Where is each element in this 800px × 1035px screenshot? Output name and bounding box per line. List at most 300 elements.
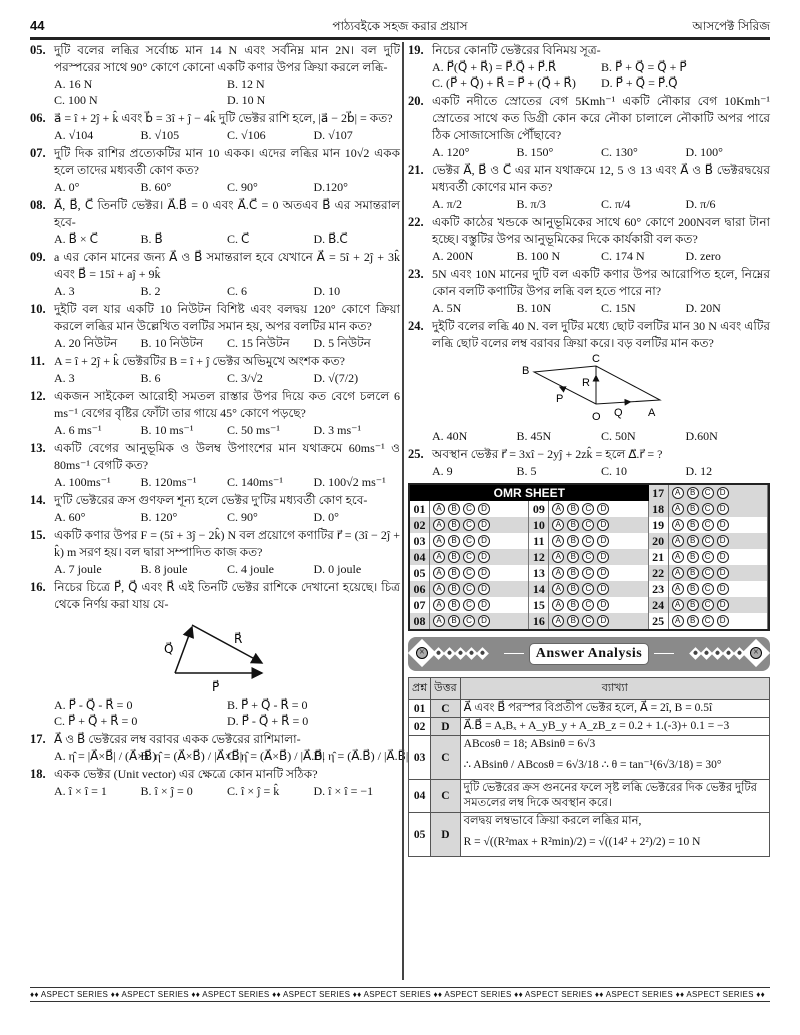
omr-bubble-b[interactable]: B — [687, 615, 699, 627]
omr-bubble-a[interactable]: A — [433, 567, 445, 579]
omr-bubble-c[interactable]: C — [463, 535, 475, 547]
omr-bubble-c[interactable]: C — [582, 551, 594, 563]
omr-bubble-c[interactable]: C — [702, 551, 714, 563]
explanation-line: R = √((R²max + R²min)/2) = √((14² + 2²)/2) = 10 N — [463, 836, 701, 848]
omr-bubble-d[interactable]: D — [597, 567, 609, 579]
omr-bubble-a[interactable]: A — [672, 567, 684, 579]
omr-row — [529, 581, 648, 597]
omr-bubble-c[interactable]: C — [702, 615, 714, 627]
omr-bubble-c[interactable]: C — [463, 583, 475, 595]
option-b: B. î × ĵ = 0 — [140, 784, 193, 798]
question-text: দুটি বলের লব্ধির সর্বোচ্চ মান 14 N এবং সর্বনিম্ন মান 2N। বল দুটি পরস্পরের সাথে 90° কোণে কোনো একটি কণার উপর ক্রিয়া করলে লব্ধি- — [54, 43, 400, 74]
option-d: D. 0° — [313, 510, 339, 524]
option-c: C. 4 joule — [227, 562, 274, 576]
omr-row — [410, 565, 529, 581]
omr-bubble-d[interactable]: D — [717, 615, 729, 627]
omr-bubble-a[interactable]: A — [552, 519, 564, 531]
omr-bubble-b[interactable]: B — [687, 487, 699, 499]
option-c: C. î × ĵ = k̂ — [227, 784, 280, 798]
option-c: C. √106 — [227, 128, 266, 142]
omr-bubble-c[interactable]: C — [702, 503, 714, 515]
option-c: C. 100 N — [54, 93, 98, 107]
omr-row — [410, 613, 529, 629]
row-question-number: 04 — [409, 780, 431, 813]
omr-bubble-d[interactable]: D — [478, 551, 490, 563]
omr-bubble-d[interactable]: D — [717, 599, 729, 611]
options-list — [30, 335, 400, 351]
option-a: A. 0° — [54, 180, 80, 194]
omr-sheet — [408, 483, 770, 631]
explanation-line: ABcosθ = 18; ABsinθ = 6√3 — [463, 738, 596, 750]
omr-question-number: 04 — [410, 549, 430, 565]
omr-bubble-b[interactable]: B — [448, 535, 460, 547]
omr-question-number: 18 — [649, 501, 669, 517]
omr-bubble-a[interactable]: A — [672, 503, 684, 515]
omr-bubble-c[interactable]: C — [582, 535, 594, 547]
question-text: একটি বেগের আনুভূমিক ও উলম্ব উপাংশের মান যথাক্রমে 60ms⁻¹ ও 80ms⁻¹ বেগটি কত? — [54, 441, 400, 472]
question-15 — [30, 527, 400, 577]
option-a: A. 120° — [432, 145, 470, 159]
omr-bubble-a[interactable]: A — [672, 599, 684, 611]
question-number: 20. — [408, 94, 424, 108]
omr-bubble-d[interactable]: D — [597, 551, 609, 563]
options-list — [30, 783, 400, 799]
question-number: 13. — [30, 441, 46, 455]
omr-bubble-a[interactable]: A — [552, 615, 564, 627]
option-d: D. 100√2 ms⁻¹ — [313, 475, 386, 489]
options-list — [30, 76, 400, 108]
question-09 — [30, 249, 400, 299]
omr-title: OMR SHEET — [410, 485, 649, 501]
option-d: D. P⃗ + Q⃗ = P⃗.Q⃗ — [601, 76, 678, 90]
omr-bubble-a[interactable]: A — [672, 583, 684, 595]
row-answer: C — [431, 736, 461, 780]
omr-bubble-a[interactable]: A — [672, 535, 684, 547]
answer-analysis-table — [408, 677, 770, 857]
omr-row — [529, 565, 648, 581]
option-b: B. 10 নিউটন — [140, 336, 204, 350]
omr-grid — [410, 485, 768, 629]
omr-bubble-b[interactable]: B — [567, 551, 579, 563]
banner-line — [654, 653, 674, 654]
question-text: দুইটি বল যার একটি 10 নিউটন বিশিষ্ট এবং বলদ্বয় 120° কোণে ক্রিয়া করলে লব্ধির মান উল্লেখিত বলটির সমান হয়, অপর বলটির মান কত? — [54, 302, 400, 333]
options-list — [30, 697, 400, 729]
option-d: D. η̂ = (A⃗.B⃗) / |A⃗.B⃗| — [313, 749, 409, 763]
question-number: 22. — [408, 215, 424, 229]
option-b: B. 6 — [140, 371, 161, 385]
question-18 — [30, 766, 400, 799]
option-c: C. 6 — [227, 284, 248, 298]
omr-bubble-b[interactable]: B — [567, 599, 579, 611]
option-c: C. 15N — [601, 301, 636, 315]
question-20 — [408, 93, 770, 160]
omr-bubble-c[interactable]: C — [702, 583, 714, 595]
table-row — [409, 780, 770, 813]
omr-bubble-c[interactable]: C — [582, 503, 594, 515]
option-b: B. 150° — [516, 145, 554, 159]
option-c: C. 174 N — [601, 249, 645, 263]
option-b: B. 10N — [516, 301, 552, 315]
omr-bubble-b[interactable]: B — [687, 583, 699, 595]
omr-bubble-c[interactable]: C — [702, 599, 714, 611]
question-text: a এর কোন মানের জন্য A⃗ ও B⃗ সমান্তরাল হবে যেখানে A⃗ = 5î + 2ĵ + 3k̂ এবং B⃗ = 15î + aĵ + 9k̂ — [54, 250, 400, 281]
omr-bubble-a[interactable]: A — [552, 583, 564, 595]
option-c: C. 130° — [601, 145, 638, 159]
omr-row — [529, 613, 648, 629]
question-11 — [30, 353, 400, 386]
omr-question-number: 13 — [529, 565, 549, 581]
option-d: D. 3 ms⁻¹ — [313, 423, 362, 437]
question-08 — [30, 197, 400, 247]
question-number: 06. — [30, 111, 46, 125]
option-d: D. P⃗ - Q⃗ + R⃗ = 0 — [227, 714, 309, 728]
omr-row — [410, 597, 529, 613]
omr-bubble-a[interactable]: A — [672, 551, 684, 563]
label-b: B — [522, 365, 530, 377]
row-answer: C — [431, 700, 461, 718]
question-text: অবস্থান ভেক্টর r⃗ = 3xî − 2yĵ + 2zk̂ = হলে ∆⃗.r⃗ = ? — [432, 447, 663, 461]
question-13 — [30, 440, 400, 490]
banner-line — [504, 653, 524, 654]
question-24 — [408, 318, 770, 444]
row-explanation — [460, 718, 769, 736]
question-text: ভেক্টর A⃗, B⃗ ও C⃗ এর মান যথাক্রমে 12, 5 ও 13 এবং A⃗ ও B⃗ ভেক্টরদ্বয়ের মধ্যবর্তী কোণের মান কত? — [432, 163, 770, 194]
omr-bubble-b[interactable]: B — [448, 615, 460, 627]
option-d: D. î × î = −1 — [313, 784, 374, 798]
option-a: A. 5N — [432, 301, 462, 315]
omr-bubble-b[interactable]: B — [687, 503, 699, 515]
row-explanation — [460, 780, 769, 813]
option-c: C. 50N — [601, 429, 636, 443]
omr-bubble-a[interactable]: A — [433, 519, 445, 531]
book-tagline: পাঠ্যবইকে সহজ করার প্রয়াস — [332, 19, 468, 33]
omr-bubble-d[interactable]: D — [478, 599, 490, 611]
omr-bubble-d[interactable]: D — [717, 551, 729, 563]
omr-question-number: 24 — [649, 597, 669, 613]
omr-row — [649, 597, 768, 613]
option-a: A. π/2 — [432, 197, 463, 211]
row-question-number: 02 — [409, 718, 431, 736]
label-r: R⃗ — [234, 632, 243, 646]
question-text: একটি নদীতে স্রোতের বেগ 5Kmh⁻¹ একটি নৌকার বেগ 10Kmh⁻¹ স্রোতের সাথে কত ডিগ্রী কোন করে নৌকা চালালে নৌকাটি অপর পারে ঠিক সোজাসোজি পৌঁছাবে? — [432, 94, 770, 142]
explanation-line: A⃗ এবং B⃗ পরস্পর বিপ্রতীপ ভেক্টর হলে, A⃗ = 2î, B = 0.5î — [463, 702, 713, 714]
omr-bubble-c[interactable]: C — [582, 519, 594, 531]
option-c: C. 50 ms⁻¹ — [227, 423, 280, 437]
omr-bubble-c[interactable]: C — [582, 599, 594, 611]
option-d: D.120° — [313, 180, 348, 194]
question-number: 05. — [30, 43, 46, 57]
omr-question-number: 06 — [410, 581, 430, 597]
omr-bubble-d[interactable]: D — [717, 535, 729, 547]
label-p: P — [556, 393, 564, 405]
label-o: O — [592, 411, 601, 423]
option-c: C. 90° — [227, 180, 258, 194]
option-a: A. η̂ = |A⃗×B⃗| / (A⃗×B⃗) — [54, 749, 157, 763]
diamond-dot-icon — [689, 647, 702, 660]
omr-bubble-b[interactable]: B — [567, 583, 579, 595]
omr-bubble-b[interactable]: B — [567, 615, 579, 627]
options-list — [30, 474, 400, 490]
options-list — [408, 59, 770, 91]
omr-bubble-c[interactable]: C — [702, 487, 714, 499]
omr-bubble-b[interactable]: B — [448, 599, 460, 611]
option-c: C. 3/√2 — [227, 371, 263, 385]
question-text: একটি কাঠের খন্ডকে আনুভূমিকের সাথে 60° কোণে 200Nবল দ্বারা টানা হচ্ছে। বস্তুটির উপর আনুভূমিকের দিকে কার্যকারী বল কত? — [432, 215, 770, 246]
omr-bubble-a[interactable]: A — [552, 599, 564, 611]
omr-bubble-c[interactable]: C — [463, 519, 475, 531]
options-list — [30, 179, 400, 195]
row-answer: D — [431, 718, 461, 736]
option-b: B. 12 N — [227, 77, 265, 91]
question-number: 23. — [408, 267, 424, 281]
right-questions — [408, 42, 770, 479]
omr-bubble-d[interactable]: D — [478, 503, 490, 515]
omr-row — [529, 533, 648, 549]
omr-bubble-c[interactable]: C — [582, 583, 594, 595]
table-row — [409, 718, 770, 736]
omr-bubble-b[interactable]: B — [687, 551, 699, 563]
omr-bubble-a[interactable]: A — [552, 535, 564, 547]
omr-bubble-b[interactable]: B — [687, 519, 699, 531]
option-a: A. B⃗ × C⃗ — [54, 232, 99, 246]
options-list — [30, 561, 400, 577]
question-number: 07. — [30, 146, 46, 160]
option-a: A. î × î = 1 — [54, 784, 107, 798]
question-text: দুটি দিক রাশির প্রত্যেকটির মান 10 একক। এদের লব্ধির মান 10√2 একক হলে তাদের মধ্যবর্তী কোণ কত? — [54, 146, 400, 177]
question-number: 25. — [408, 447, 424, 461]
question-text: একটি কণার উপর F = (5î + 3ĵ − 2k̂) N বল প্রয়োগে কণাটির r⃗ = (3î − 2ĵ + k̂) m সরণ হয়। বল দ্বারা সম্পাদিত কাজ কত? — [54, 528, 400, 559]
option-a: A. 3 — [54, 284, 75, 298]
options-list — [408, 196, 770, 212]
omr-row — [649, 565, 768, 581]
option-c: C. 140ms⁻¹ — [227, 475, 283, 489]
omr-question-number: 05 — [410, 565, 430, 581]
omr-bubble-d[interactable]: D — [478, 519, 490, 531]
omr-bubble-c[interactable]: C — [463, 599, 475, 611]
omr-bubble-c[interactable]: C — [463, 567, 475, 579]
omr-bubble-d[interactable]: D — [717, 567, 729, 579]
omr-row — [529, 549, 648, 565]
question-text: A⃗ ও B⃗ ভেক্টরের লম্ব বরাবর একক ভেক্টরের রাশিমালা- — [54, 732, 301, 746]
omr-bubble-d[interactable]: D — [597, 583, 609, 595]
omr-bubble-a[interactable]: A — [433, 535, 445, 547]
omr-bubble-b[interactable]: B — [567, 503, 579, 515]
option-d: D. 10 N — [227, 93, 266, 107]
omr-question-number: 03 — [410, 533, 430, 549]
vector-triangle-figure — [150, 615, 280, 695]
option-a: A. 200N — [432, 249, 474, 263]
option-b: B. 60° — [140, 180, 172, 194]
label-p: P⃗ — [212, 680, 220, 694]
omr-question-number: 09 — [529, 501, 549, 517]
question-text: নিচের চিত্রে P⃗, Q⃗ এবং R⃗ এই তিনটি ভেক্টর রাশিকে দেখানো হয়েছে। চিত্র থেকে নির্ণয় করা যায় যে- — [54, 580, 400, 611]
omr-bubble-a[interactable]: A — [672, 615, 684, 627]
question-22 — [408, 214, 770, 264]
omr-bubble-a[interactable]: A — [672, 487, 684, 499]
omr-bubble-a[interactable]: A — [552, 551, 564, 563]
question-number: 08. — [30, 198, 46, 212]
question-number: 09. — [30, 250, 46, 264]
option-b: B. π/3 — [516, 197, 546, 211]
question-number: 19. — [408, 43, 424, 57]
omr-row — [410, 501, 529, 517]
omr-bubble-b[interactable]: B — [448, 583, 460, 595]
omr-bubble-c[interactable]: C — [463, 615, 475, 627]
option-c: C. P⃗ + Q⃗ + R⃗ = 0 — [54, 714, 138, 728]
omr-question-number: 23 — [649, 581, 669, 597]
omr-bubble-d[interactable]: D — [478, 567, 490, 579]
omr-bubble-b[interactable]: B — [687, 599, 699, 611]
cross-circle-icon: × — [742, 639, 770, 667]
option-a: A. P⃗(Q⃗ + R⃗) = P⃗.Q⃗ + P⃗.R⃗ — [432, 60, 557, 74]
row-answer: D — [431, 813, 461, 857]
option-b: B. 45N — [516, 429, 552, 443]
omr-bubble-b[interactable]: B — [567, 519, 579, 531]
option-a: A. 40N — [432, 429, 468, 443]
omr-row — [529, 517, 648, 533]
left-column — [30, 42, 409, 801]
omr-question-number: 20 — [649, 533, 669, 549]
omr-row — [529, 597, 648, 613]
option-d: D. 100° — [685, 145, 723, 159]
omr-question-number: 12 — [529, 549, 549, 565]
omr-row — [649, 549, 768, 565]
option-b: B. 100 N — [516, 249, 561, 263]
omr-bubble-d[interactable]: D — [717, 487, 729, 499]
omr-row — [529, 501, 648, 517]
question-06 — [30, 110, 400, 143]
omr-bubble-b[interactable]: B — [448, 551, 460, 563]
col-answer: উত্তর — [431, 678, 461, 700]
omr-bubble-b[interactable]: B — [567, 535, 579, 547]
option-d: D. zero — [685, 249, 721, 263]
omr-bubble-a[interactable]: A — [433, 599, 445, 611]
question-21 — [408, 162, 770, 212]
omr-bubble-c[interactable]: C — [463, 503, 475, 515]
omr-bubble-a[interactable]: A — [552, 567, 564, 579]
banner-left-ornament — [412, 643, 487, 663]
question-14 — [30, 492, 400, 525]
omr-bubble-a[interactable]: A — [433, 583, 445, 595]
omr-bubble-d[interactable]: D — [597, 535, 609, 547]
question-number: 18. — [30, 767, 46, 781]
omr-bubble-d[interactable]: D — [478, 615, 490, 627]
omr-question-number: 08 — [410, 613, 430, 629]
option-d: D. 10 — [313, 284, 341, 298]
omr-bubble-d[interactable]: D — [717, 583, 729, 595]
cross-circle-icon: × — [408, 639, 436, 667]
question-number: 21. — [408, 163, 424, 177]
option-b: B. 10 ms⁻¹ — [140, 423, 194, 437]
option-d: D. 12 — [685, 464, 713, 478]
omr-question-number: 11 — [529, 533, 549, 549]
question-17 — [30, 731, 409, 764]
omr-bubble-d[interactable]: D — [478, 583, 490, 595]
label-a: A — [648, 407, 656, 419]
col-question: প্রশ্ন — [409, 678, 431, 700]
omr-bubble-b[interactable]: B — [687, 567, 699, 579]
omr-row — [649, 581, 768, 597]
options-list — [408, 463, 770, 479]
omr-bubble-d[interactable]: D — [717, 503, 729, 515]
omr-bubble-d[interactable]: D — [597, 615, 609, 627]
omr-bubble-b[interactable]: B — [448, 503, 460, 515]
question-number: 10. — [30, 302, 46, 316]
label-r: R — [582, 377, 590, 389]
option-b: B. 120° — [140, 510, 178, 524]
question-text: A⃗, B⃗, C⃗ তিনটি ভেক্টর। A⃗.B⃗ = 0 এবং A⃗.C⃗ = 0 অতএব B⃗ এর সমান্তরাল হবে- — [54, 198, 400, 229]
question-25 — [408, 446, 770, 479]
option-d: D. B⃗.C⃗ — [313, 232, 348, 246]
omr-question-number: 17 — [649, 485, 669, 501]
option-c: C. C⃗ — [227, 232, 250, 246]
option-d: D. 20N — [685, 301, 721, 315]
option-c: C. 15 নিউটন — [227, 336, 290, 350]
question-text: একক ভেক্টর (Unit vector) এর ক্ষেত্রে কোন মানটি সঠিক? — [54, 767, 318, 781]
omr-bubble-d[interactable]: D — [717, 519, 729, 531]
row-answer: C — [431, 780, 461, 813]
question-23 — [408, 266, 770, 316]
omr-bubble-c[interactable]: C — [702, 535, 714, 547]
omr-bubble-d[interactable]: D — [597, 503, 609, 515]
omr-bubble-a[interactable]: A — [433, 503, 445, 515]
question-19 — [408, 42, 770, 91]
option-a: A. 60° — [54, 510, 86, 524]
question-text: 5N এবং 10N মানের দুটি বল একটি কণার উপর আরোপিত হলে, নিম্নের কোন বলটি কণাটির উপর লব্ধি বল হতে পারে না? — [432, 267, 770, 298]
option-b: B. 120ms⁻¹ — [140, 475, 197, 489]
omr-bubble-a[interactable]: A — [433, 615, 445, 627]
explanation-line: দুটি ভেক্টরের ক্রস গুননের ফলে সৃষ্ট লব্ধি ভেক্টরের দিক ভেক্টর দুটির সমতলের লম্ব দিকে অবস্থান করে। — [463, 782, 757, 809]
option-a: A. 7 joule — [54, 562, 102, 576]
explanation-line: ∴ ABsinθ / ABcosθ = 6√3/18 ∴ θ = tan⁻¹(6√3/18) = 30° — [463, 759, 722, 771]
option-b: B. B⃗ — [140, 232, 163, 246]
omr-bubble-d[interactable]: D — [597, 519, 609, 531]
omr-question-number: 01 — [410, 501, 430, 517]
option-a: A. 100ms⁻¹ — [54, 475, 111, 489]
diamond-dot-icon — [476, 647, 489, 660]
omr-row — [410, 581, 529, 597]
omr-bubble-c[interactable]: C — [702, 519, 714, 531]
banner-right-ornament — [691, 643, 766, 663]
options-list — [408, 300, 770, 316]
omr-bubble-c[interactable]: C — [582, 567, 594, 579]
option-d: D. 0 joule — [313, 562, 362, 576]
table-row — [409, 700, 770, 718]
omr-bubble-c[interactable]: C — [702, 567, 714, 579]
omr-bubble-a[interactable]: A — [433, 551, 445, 563]
question-number: 14. — [30, 493, 46, 507]
omr-bubble-a[interactable]: A — [672, 519, 684, 531]
question-10 — [30, 301, 400, 351]
omr-bubble-d[interactable]: D — [597, 599, 609, 611]
omr-bubble-b[interactable]: B — [687, 535, 699, 547]
omr-bubble-d[interactable]: D — [478, 535, 490, 547]
omr-bubble-b[interactable]: B — [448, 567, 460, 579]
option-a: A. 16 N — [54, 77, 93, 91]
omr-bubble-c[interactable]: C — [582, 615, 594, 627]
question-05 — [30, 42, 400, 108]
question-text: A = î + 2ĵ + k̂ ভেক্টরটির B = î + ĵ ভেক্টর অভিমুখে অংশক কত? — [54, 354, 345, 368]
row-explanation — [460, 700, 769, 718]
question-07 — [30, 145, 400, 195]
omr-bubble-b[interactable]: B — [448, 519, 460, 531]
omr-bubble-c[interactable]: C — [463, 551, 475, 563]
omr-bubble-b[interactable]: B — [567, 567, 579, 579]
options-list — [408, 144, 770, 160]
omr-bubble-a[interactable]: A — [552, 503, 564, 515]
question-number: 24. — [408, 319, 424, 333]
options-list — [30, 509, 400, 525]
